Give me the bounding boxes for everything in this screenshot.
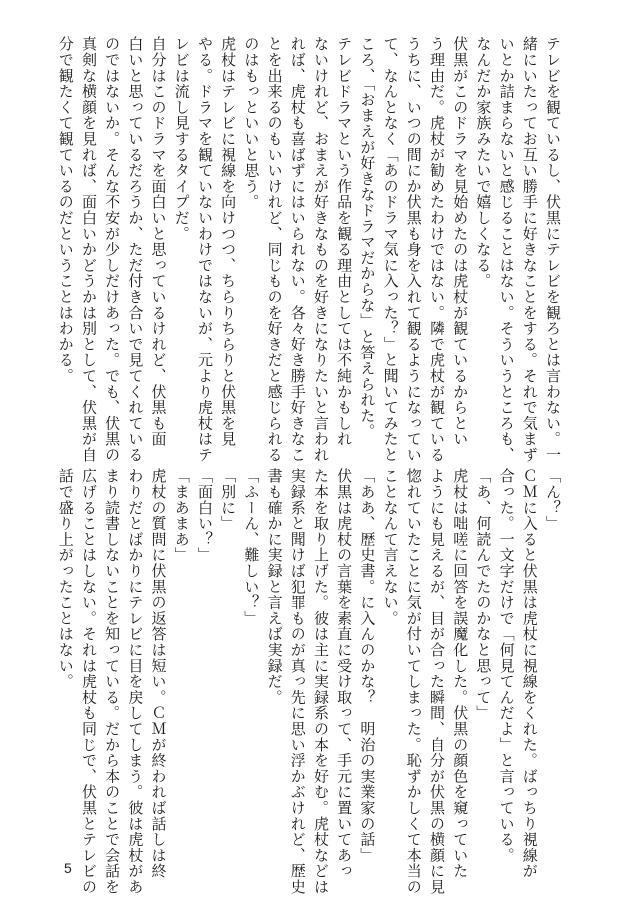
text-line: テレビを観ているし、伏黒にテレビを観ろとは言わない。一 <box>544 36 562 463</box>
page-number: 5 <box>64 860 72 876</box>
text-line: 「ん？」 <box>544 468 562 532</box>
text-line: 虎杖は咄嗟に回答を誤魔化した。伏黒の顔色を窺っていた <box>451 468 470 879</box>
text-line: 「あ、何読んでたのかなと思って」 <box>474 468 493 721</box>
text-line: 書も確かに実録と言えば実録だ。 <box>265 468 284 705</box>
text-line: 「面白い？」 <box>195 468 214 563</box>
text-line: テレビドラマという作品を観る理由としては不純かもしれ <box>335 36 354 447</box>
text-line: レビは流し見するタイプだ。 <box>172 36 191 242</box>
text-line: 「別に」 <box>219 468 238 532</box>
text-line: 「まあまあ」 <box>172 468 191 563</box>
text-line: ころ、「おまえが好きなドラマだからな」と答えられた。 <box>358 36 377 440</box>
text-line: う理由だ。虎杖が勧めたわけではない。隣で虎杖が観ている <box>427 36 446 463</box>
text-line: わりだとばかりにテレビに目を戻してしまう。彼は虎杖があ <box>126 468 145 895</box>
text-line: 真剣な横顔を見れば、面白いかどうかは別として、伏黒が自 <box>79 36 98 463</box>
text-line: 分で観たくて観ているのだということはわかる。 <box>56 36 75 384</box>
text-line: た本を取り上げた。彼は主に実録系の本を好む。虎杖などは <box>311 468 330 895</box>
text-line: ＣＭに入ると伏黒は虎杖に視線をくれた。ばっちり視線が <box>520 468 539 879</box>
text-line: ことなんて言えない。 <box>381 468 400 626</box>
text-line: ようにも見えるが、目が合った瞬間、自分が伏黒の横顔に見 <box>427 468 446 895</box>
text-line: 「ああ、歴史書。に入んのかな？ 明治の実業家の話」 <box>358 468 377 863</box>
text-line: 緒にいたってお互い勝手に好きなことをする。それで気まず <box>520 36 539 463</box>
text-line: 伏黒がこのドラマを見始めたのは虎杖が観ているからとい <box>451 36 470 447</box>
text-line: うちに、いつの間にか伏黒も身を入れて観るようになってい <box>404 36 423 463</box>
text-line: 白いと思っているだろうか、ただ付き合いで見てくれている <box>126 36 145 463</box>
text-line: 惚れていたことに気が付いてしまった。恥ずかしくて本当の <box>404 468 423 895</box>
lower-text-block <box>56 468 564 895</box>
text-line: 「ふーん、難しい？」 <box>242 468 261 626</box>
text-line: れば、虎杖も喜ばずにはいられない。各々好き勝手好きなこ <box>288 36 307 463</box>
text-line: 伏黒は虎杖の言葉を素直に受け取って、手元に置いてあっ <box>335 468 354 879</box>
text-line: 虎杖はテレビに視線を向けつつ、ちらりちらりと伏黒を見 <box>219 36 238 447</box>
text-line: 実録系と聞けば犯罪ものが真っ先に思い浮かぶけれど、歴史 <box>288 468 307 895</box>
text-line: とを出来るのもいいけれど、同じものを好きだと感じられる <box>265 36 284 463</box>
upper-text-block <box>56 36 564 463</box>
text-line: なんだか家族みたいで嬉しくなる。 <box>474 36 493 289</box>
text-line: 広げることはしない。それは虎杖も同じで、伏黒とテレビの <box>79 468 98 895</box>
text-line: 自分はこのドラマを面白いと思っているけれど、伏黒も面 <box>149 36 168 447</box>
text-line: のではないか。そんな不安が少しだけあった。でも、伏黒の <box>103 36 122 463</box>
text-line: のはもっといいと思う。 <box>242 36 261 210</box>
text-line: 話で盛り上がったことはない。 <box>56 468 75 690</box>
text-line: ないけれど、おまえが好きなものを好きになりたいと言われ <box>311 36 330 463</box>
text-line: やる。ドラマを観ていないわけではないが、元より虎杖はテ <box>195 36 214 463</box>
text-line: 合った。一文字だけで「何見てんだよ」と言っている。 <box>497 468 516 863</box>
text-line: まり読書しないことを知っている。だから本のことで会話を <box>103 468 122 895</box>
text-line: いとか詰まらないと感じることはない。そういうところも、 <box>497 36 516 463</box>
text-line: て、なんとなく「あのドラマ気に入った？」と聞いてみたと <box>381 36 400 463</box>
text-line: 虎杖の質問に伏黒の返答は短い。ＣＭが終われば話しは終 <box>149 468 168 879</box>
